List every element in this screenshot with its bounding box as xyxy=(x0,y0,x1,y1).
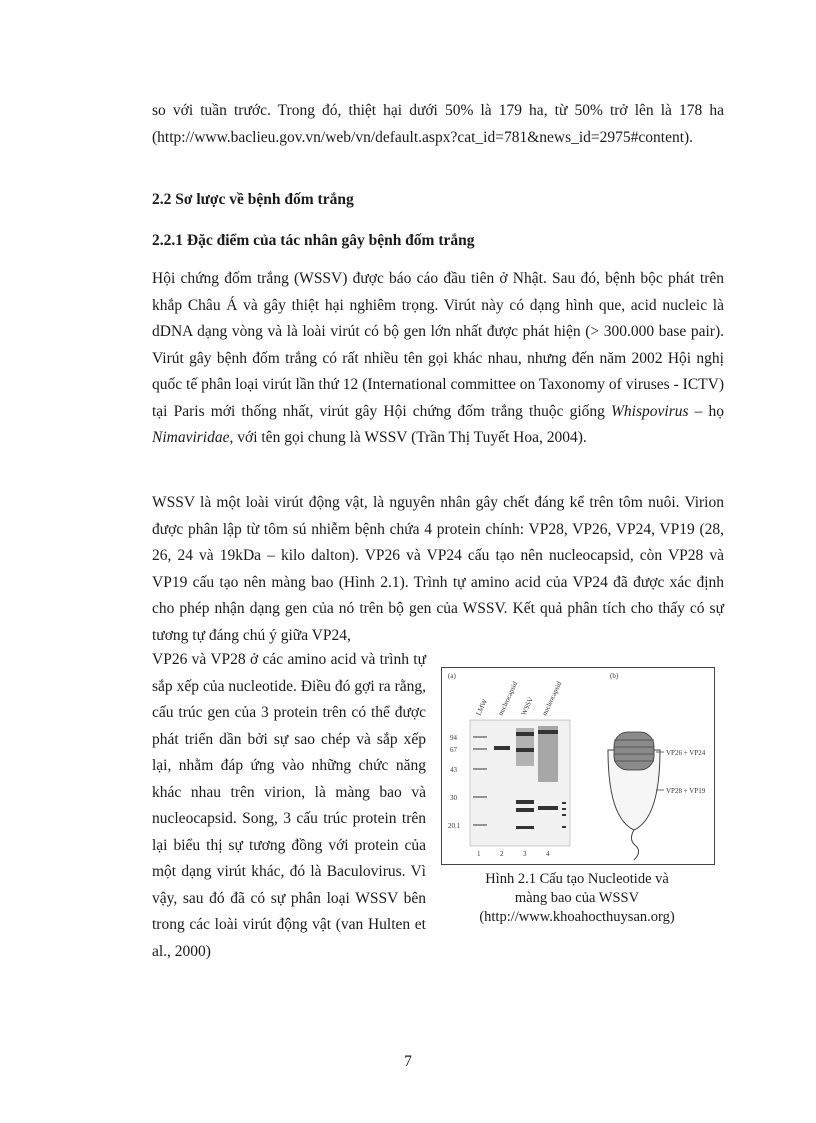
marker-30: 30 xyxy=(450,794,457,802)
panel-a-label: (a) xyxy=(448,672,456,680)
paragraph1-text-before: Hội chứng đốm trắng (WSSV) được báo cáo đầu tiên ở Nhật. Sau đó, bệnh bộc phát trên khắp Châu Á và gây thiệt hại nghiêm trọng. Virút này có dạng hình que, acid nucleic là dDNA dạng vòng và là loài virút có bộ gen lớn nhất được phát hiện (> 300.000 base pair). Virút gây bệnh đốm trắng có rất nhiều tên gọi khác nhau, nhưng đến năm 2002 Hội nghị quốc tế phân loại virút lần thứ 12 (International committee on Taxonomy of viruses - ICTV) tại Paris mới thống nhất, virút gây Hội chứng đốm trắng thuộc giống xyxy=(152,270,724,420)
figure-2-1-image xyxy=(441,667,715,865)
label-vp26-vp24: VP26 + VP24 xyxy=(666,749,706,757)
figure-graphic xyxy=(442,668,714,864)
marker-94: 94 xyxy=(450,734,457,742)
lane-header-2: nucleocapsid xyxy=(496,680,520,717)
panel-b-label: (b) xyxy=(610,672,619,680)
lane-number-1: 1 xyxy=(477,850,481,858)
genus-name: Whispovirus xyxy=(611,402,689,420)
caption-line-1: Hình 2.1 Cấu tạo Nucleotide và xyxy=(485,871,669,887)
paragraph-proteins-wrapped: VP26 và VP28 ở các amino acid và trình tự sắp xếp của nucleotide. Điều đó gợi ra rằng, cấu trúc gen của 3 protein trên có thể được phát triển dần bởi sự sao chép và sắp xếp lại, nhằm đáp ứng vào những chức năng khác nhau trên virion, là màng bao và nucleocapsid. Song, 3 cấu trúc protein trên lại biểu thị sự tương đồng với protein của một dạng virút khác, đó là Baculovirus. Vì vậy, sau đó đã có sự phân loại WSSV bên trong các loài virút động vật (van Hulten et al., 2000) xyxy=(152,651,426,960)
paragraph-proteins: WSSV là một loài virút động vật, là nguyên nhân gây chết đáng kể trên tôm nuôi. Virion được phân lập từ tôm sú nhiễm bệnh chứa 4 protein chính: VP28, VP26, VP24, VP19 (28, 26, 24 và 19kDa – kilo dalton). VP26 và VP24 cấu tạo nên nucleocapsid, còn VP28 và VP19 cấu tạo nên màng bao (Hình 2.1). Trình tự amino acid của VP24 đã được xác định cho phép nhận dạng gen của nó trên bộ gen của WSSV. Kết quả phân tích cho thấy có sự tương tự đáng chú ý giữa VP24, xyxy=(152,494,724,644)
lane-2-bands xyxy=(494,746,510,750)
intro-paragraph: so với tuần trước. Trong đó, thiệt hại dưới 50% là 179 ha, từ 50% trở lên là 178 ha (http://www.baclieu.gov.vn/web/vn/default.aspx?cat_id=781&news_id=2975#content). xyxy=(152,102,724,146)
marker-43: 43 xyxy=(450,766,457,774)
lane-number-4: 4 xyxy=(546,850,550,858)
paragraph-wssv-intro xyxy=(152,266,724,452)
paragraph1-text-after: , với tên gọi chung là WSSV (Trần Thị Tuyết Hoa, 2004). xyxy=(229,429,587,446)
lane-header-4: nucleocapsid xyxy=(540,680,564,717)
section-heading: 2.2 Sơ lược về bệnh đốm trắng xyxy=(152,191,354,208)
subsection-heading: 2.2.1 Đặc điểm của tác nhân gây bệnh đốm trắng xyxy=(152,232,475,249)
lane-header-1: LMW xyxy=(474,697,490,717)
paragraph1-text-middle: – họ xyxy=(688,402,724,420)
label-vp28-vp19: VP28 + VP19 xyxy=(666,787,706,795)
lane-header-3: WSSV xyxy=(519,695,536,717)
marker-67: 67 xyxy=(450,746,457,754)
lane-number-2: 2 xyxy=(500,850,504,858)
lane-number-3: 3 xyxy=(523,850,527,858)
page-number: 7 xyxy=(404,1053,412,1070)
caption-line-3: (http://www.khoahocthuysan.org) xyxy=(479,909,675,925)
virion-schematic xyxy=(608,732,664,860)
caption-line-2: màng bao của WSSV xyxy=(514,890,640,906)
figure-caption xyxy=(441,870,713,927)
family-name: Nimaviridae xyxy=(152,429,230,446)
marker-20-1: 20.1 xyxy=(448,822,461,830)
